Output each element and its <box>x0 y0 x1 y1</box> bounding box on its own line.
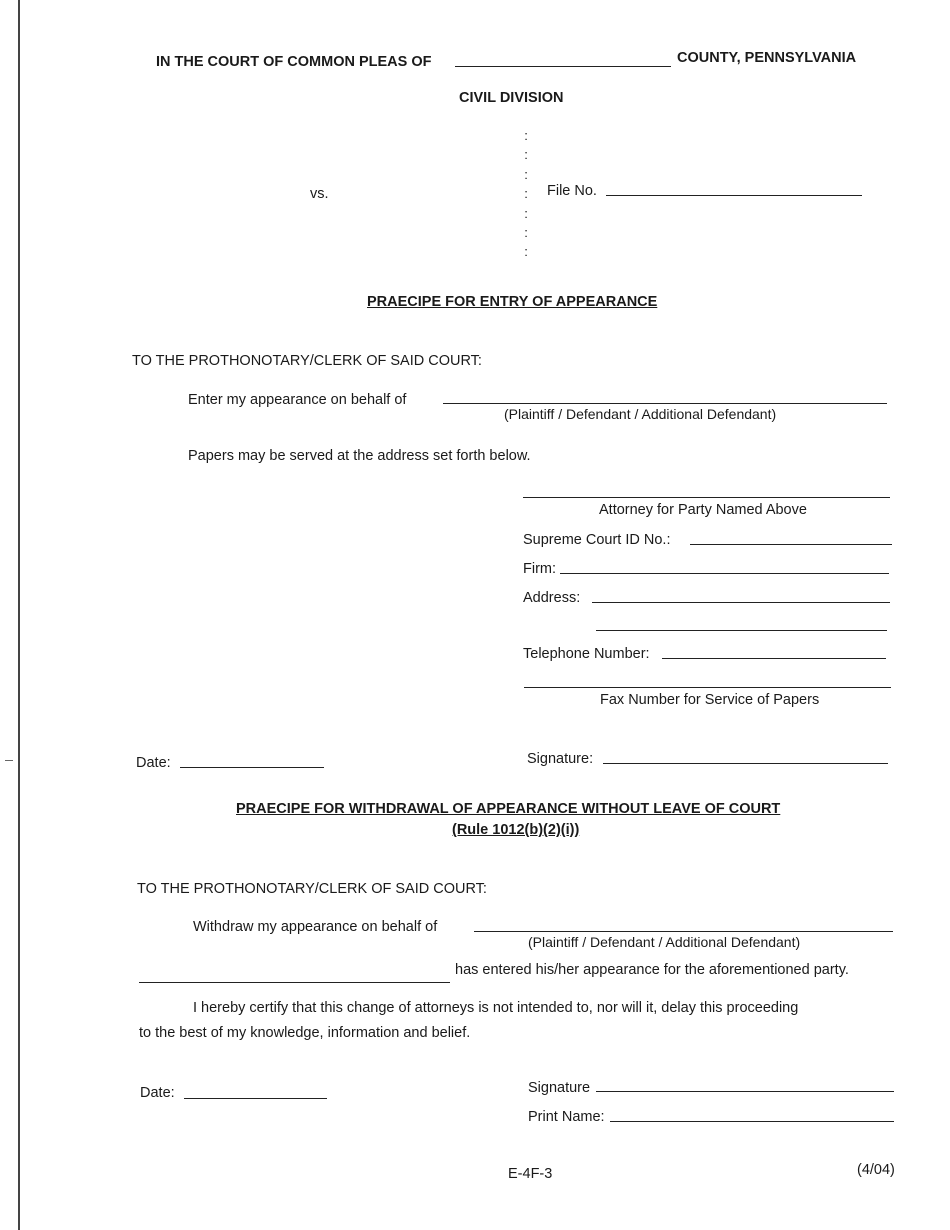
entry-date-label: Date: <box>136 755 171 771</box>
entered-text: has entered his/her appearance for the aforementioned party. <box>455 962 849 978</box>
entry-party-field[interactable] <box>443 403 887 404</box>
print-name-label: Print Name: <box>528 1109 605 1125</box>
service-note: Papers may be served at the address set forth below. <box>188 448 531 464</box>
supreme-court-id-label: Supreme Court ID No.: <box>523 532 671 548</box>
revision-date: (4/04) <box>857 1162 895 1178</box>
entry-signature-label: Signature: <box>527 751 594 767</box>
address-field-line1[interactable] <box>592 602 890 603</box>
firm-field[interactable] <box>560 573 889 574</box>
entry-title: PRAECIPE FOR ENTRY OF APPEARANCE <box>367 294 658 310</box>
caption-separator: : : : : : : : <box>524 128 528 260</box>
certify-line-2: to the best of my knowledge, information and belief. <box>139 1025 471 1041</box>
telephone-label: Telephone Number: <box>523 646 650 662</box>
entry-addressee: TO THE PROTHONOTARY/CLERK OF SAID COURT: <box>132 353 482 369</box>
withdrawal-signature-field[interactable] <box>596 1091 894 1092</box>
court-prefix: IN THE COURT OF COMMON PLEAS OF <box>156 54 432 70</box>
entry-signature-field[interactable] <box>603 763 888 764</box>
withdrawal-date-label: Date: <box>140 1085 175 1101</box>
certify-line-1: I hereby certify that this change of attorneys is not intended to, nor will it, delay this proceeding <box>193 1000 799 1016</box>
withdrawal-title: PRAECIPE FOR WITHDRAWAL OF APPEARANCE WITHOUT LEAVE OF COURT <box>236 801 781 817</box>
attorney-caption: Attorney for Party Named Above <box>599 502 807 518</box>
scan-edge-mark <box>5 760 13 761</box>
division-title: CIVIL DIVISION <box>459 90 564 106</box>
file-no-label: File No. <box>547 183 597 199</box>
entry-behalf-label: Enter my appearance on behalf of <box>188 392 407 408</box>
scan-left-edge <box>18 0 20 1230</box>
telephone-field[interactable] <box>662 658 886 659</box>
print-name-field[interactable] <box>610 1121 894 1122</box>
supreme-court-id-field[interactable] <box>690 544 892 545</box>
file-no-field[interactable] <box>606 195 862 196</box>
withdrawal-behalf-label: Withdraw my appearance on behalf of <box>193 919 438 935</box>
withdrawal-addressee: TO THE PROTHONOTARY/CLERK OF SAID COURT: <box>137 881 487 897</box>
new-attorney-field[interactable] <box>139 982 450 983</box>
versus-label: vs. <box>310 186 329 202</box>
withdrawal-date-field[interactable] <box>184 1098 327 1099</box>
firm-label: Firm: <box>523 561 557 577</box>
address-field-line2[interactable] <box>596 630 887 631</box>
fax-caption: Fax Number for Service of Papers <box>600 692 820 708</box>
attorney-name-field[interactable] <box>523 497 890 498</box>
form-code: E-4F-3 <box>508 1166 553 1182</box>
court-suffix: COUNTY, PENNSYLVANIA <box>677 50 857 66</box>
fax-field[interactable] <box>524 687 891 688</box>
withdrawal-rule: (Rule 1012(b)(2)(i)) <box>452 822 580 838</box>
withdrawal-party-field[interactable] <box>474 931 893 932</box>
county-field[interactable] <box>455 66 671 67</box>
entry-date-field[interactable] <box>180 767 324 768</box>
withdrawal-signature-label: Signature <box>528 1080 591 1096</box>
withdrawal-party-hint: (Plaintiff / Defendant / Additional Defendant) <box>528 934 801 950</box>
entry-party-hint: (Plaintiff / Defendant / Additional Defendant) <box>504 406 777 422</box>
address-label: Address: <box>523 590 581 606</box>
